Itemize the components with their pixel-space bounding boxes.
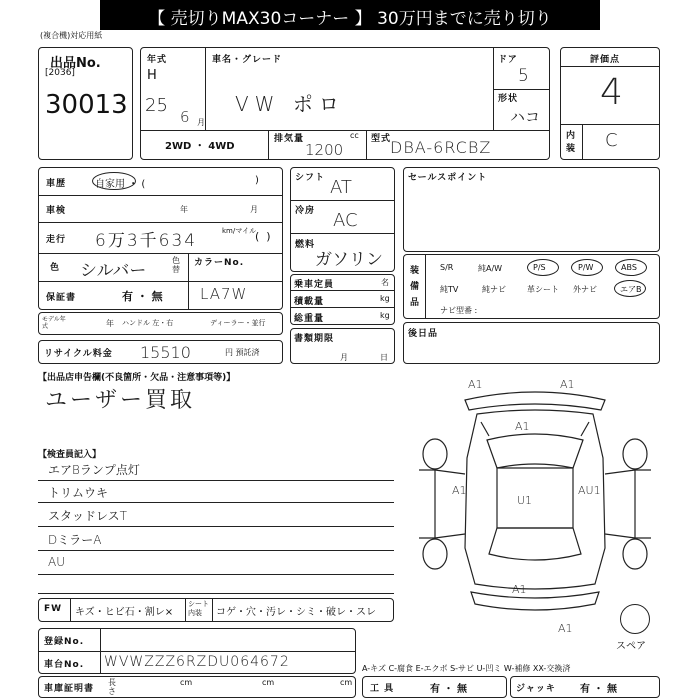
mark-right-side: AU1 — [578, 484, 601, 497]
damage-legend: A-キズ C-腐食 E-エクボ S-サビ U-凹ミ W-補修 XX-交換済 — [362, 664, 571, 673]
model-code-label: 型式 — [371, 134, 392, 144]
certificate-label: 車庫証明書 — [44, 684, 95, 694]
history-close: ) — [255, 175, 259, 186]
seller-label: 【出品店申告欄(不良箇所・欠品・注意事項等)】 — [38, 373, 236, 383]
equip-leather: 革シート — [527, 285, 559, 294]
registration-month: 月 — [340, 353, 348, 362]
mileage-value: 6万3千634 — [95, 231, 198, 251]
warranty-value: 有 ・ 無 — [122, 290, 163, 303]
capacity-1-label: 積載量 — [294, 297, 325, 307]
displacement-label: 排気量 — [274, 134, 305, 144]
history-options: 自家用 ・ ( — [95, 179, 146, 190]
inspector-label: 【検査員記入】 — [38, 450, 102, 460]
inspector-line-0: エアBランプ点灯 — [48, 463, 140, 477]
equipment-label: 装備品 — [410, 266, 421, 308]
year-month: 6 — [180, 108, 190, 126]
equip-tv: 純TV — [440, 285, 459, 294]
inspection-year: 年 — [180, 205, 188, 214]
mark-front-right: A1 — [560, 378, 575, 391]
door-value: 5 — [518, 66, 529, 86]
post-date-box — [403, 322, 660, 364]
inspection-month: 月 — [250, 205, 258, 214]
chassis-label: 車台No. — [44, 660, 85, 670]
color-no-label: カラーNo. — [194, 258, 245, 268]
score-label: 評価点 — [590, 55, 621, 65]
inspector-line-2: スタッドレスT — [48, 509, 127, 523]
spare-label: スペア — [616, 641, 646, 652]
interior-label: 内装 — [566, 131, 577, 154]
capacity-2-unit: kg — [380, 311, 390, 320]
lot-label: 出品No. — [50, 56, 101, 71]
capacity-1-unit: kg — [380, 294, 390, 303]
mark-left-side: A1 — [452, 484, 467, 497]
fuel-label: 燃料 — [295, 240, 316, 250]
reg-no-label: 登録No. — [44, 637, 85, 647]
chassis-value: WVWZZZ6RZDU064672 — [104, 654, 290, 670]
steering-year: 年 — [106, 319, 114, 328]
equip-abs: ABS — [621, 263, 637, 272]
seller-value: ユーザー買取 — [45, 388, 196, 413]
model-code-value: DBA-6RCBZ — [390, 138, 492, 157]
inspector-box — [38, 458, 394, 592]
shape-value: ハコ — [510, 108, 541, 126]
color-value: シルバー — [80, 261, 147, 281]
inspector-line-1: トリムウキ — [48, 486, 109, 500]
post-date-label: 後日品 — [408, 329, 439, 339]
year-value: 25 — [145, 95, 168, 116]
equip-aw: 純A/W — [478, 264, 503, 273]
mileage-label: 走行 — [46, 235, 67, 245]
drive-label: 2WD ・ 4WD — [165, 141, 235, 152]
shift-value: AT — [330, 177, 352, 198]
lot-code: [2036] — [45, 68, 75, 78]
equip-pw: P/W — [578, 263, 594, 272]
ac-value: AC — [333, 210, 358, 231]
inspection-label: 車検 — [46, 206, 67, 216]
recycle-unit: 円 預託済 — [225, 348, 260, 357]
capacity-0-unit: 名 — [381, 278, 389, 287]
certificate-slot-1: cm — [180, 678, 193, 687]
mark-rear-bumper: A1 — [558, 622, 573, 635]
year-month-unit: 月 — [197, 118, 205, 127]
jack-label: ジャッキ — [516, 684, 556, 694]
registration-label: 書類期限 — [294, 334, 335, 344]
fw-rest: コゲ・穴・汚レ・シミ・破レ・スレ — [216, 607, 376, 618]
ac-label: 冷房 — [295, 206, 316, 216]
history-label: 車歴 — [46, 179, 67, 189]
color-change: 色替 — [172, 256, 180, 274]
banner-text: 【 売切りMAX30コーナー 】 30万円までに売り切り — [148, 9, 552, 29]
score-value: 4 — [600, 72, 623, 113]
fuel-value: ガソリン — [315, 250, 383, 270]
capacity-0-label: 乗車定員 — [294, 280, 335, 290]
model-label: 車名・グレード — [212, 55, 283, 65]
tools-value: 有 ・ 無 — [430, 684, 467, 695]
recycle-value: 15510 — [140, 343, 191, 362]
mark-hood: A1 — [515, 420, 530, 433]
recycle-label: リサイクル料金 — [44, 349, 113, 359]
steering-dealer: ディーラー・並行 — [210, 319, 266, 327]
interior-value: C — [605, 130, 618, 151]
steering-handle: ハンドル 左・右 — [122, 319, 174, 327]
equip-airbag: エアB — [620, 285, 642, 294]
fw-seat: シート内装 — [188, 600, 209, 617]
spare-icon — [620, 604, 650, 634]
equip-ps: P/S — [533, 263, 546, 272]
inspector-line-4: AU — [48, 555, 65, 569]
equip-navi-model: ナビ型番 : — [440, 306, 478, 315]
year-label: 年式 — [147, 55, 168, 65]
jack-value: 有 ・ 無 — [580, 684, 617, 695]
equip-sr: S/R — [440, 263, 454, 272]
mark-front-left: A1 — [468, 378, 483, 391]
steering-model-label: モデル年式 — [42, 316, 66, 330]
mark-roof: U1 — [517, 494, 533, 507]
displacement-value: 1200 — [305, 141, 344, 159]
color-label: 色 — [50, 263, 61, 273]
certificate-slot-2: cm — [262, 678, 275, 687]
certificate-slot-0: 長さ — [108, 678, 116, 696]
equip-navi: 純ナビ — [482, 285, 506, 294]
mileage-units: km/マイル — [222, 227, 257, 235]
equip-ext-navi: 外ナビ — [573, 285, 597, 294]
warranty-label: 保証書 — [46, 293, 77, 303]
top-note: (複合機)対応用紙 — [40, 31, 103, 40]
year-era: H — [147, 68, 157, 83]
fw-label: FW — [44, 604, 63, 614]
shape-label: 形状 — [498, 94, 519, 104]
lot-number: 30013 — [45, 90, 128, 120]
certificate-slot-3: cm — [340, 678, 353, 687]
door-label: ドア — [498, 55, 518, 65]
shift-label: シフト — [295, 173, 326, 183]
fw-text: キズ・ヒビ石・割レ× — [75, 607, 174, 618]
sales-point-label: セールスポイント — [408, 173, 488, 183]
displacement-unit: cc — [350, 131, 359, 140]
mark-rear: A1 — [512, 583, 527, 596]
model-value: VW ポロ — [235, 92, 345, 116]
inspector-line-3: DミラーA — [48, 533, 102, 547]
registration-day: 日 — [380, 353, 388, 362]
mileage-paren: ( ) — [255, 230, 271, 243]
capacity-2-label: 総重量 — [294, 314, 325, 324]
car-damage-diagram — [405, 378, 665, 628]
color-no-value: LA7W — [200, 285, 248, 303]
tools-label: 工 具 — [370, 684, 395, 694]
